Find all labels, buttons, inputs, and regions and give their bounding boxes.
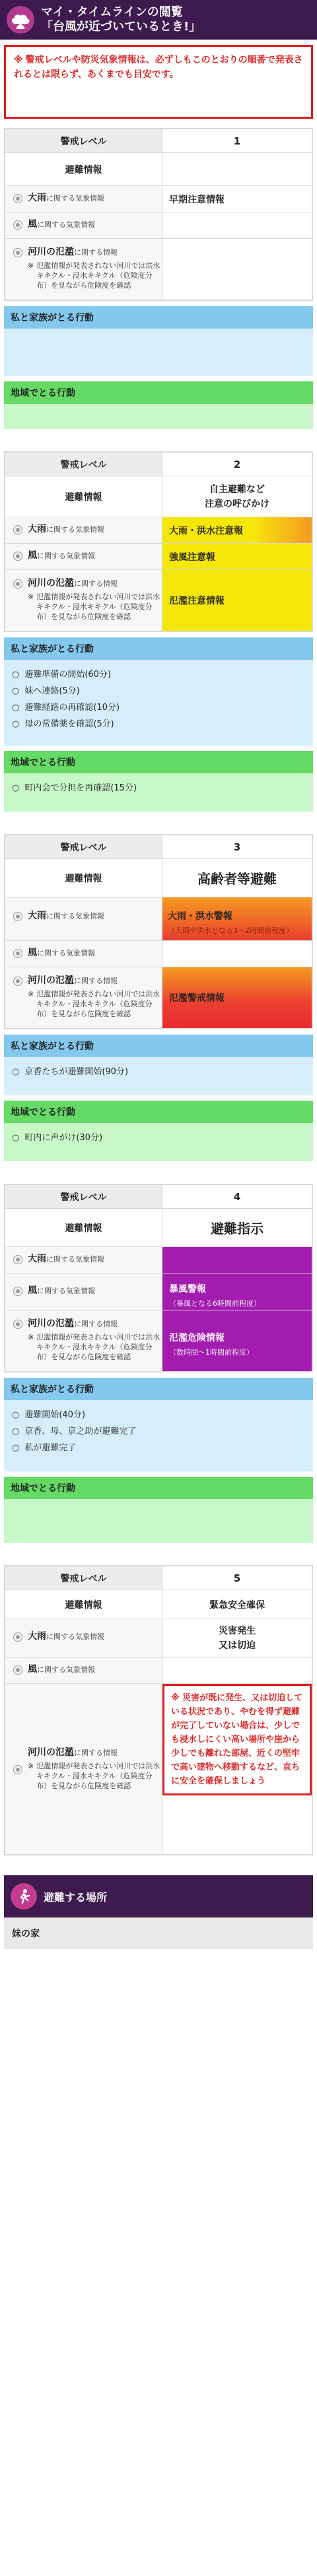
person-running-icon	[11, 1883, 37, 1910]
evac-destination-title: 避難する場所	[44, 1890, 108, 1904]
family-action-list	[4, 1057, 313, 1095]
local-action-heading: 地域でとる行動	[4, 1477, 313, 1499]
level-value: 5	[233, 1572, 241, 1584]
wind-label: 風に関する気象情報	[5, 941, 162, 967]
heavy-rain-label: 大雨に関する気象情報	[5, 1247, 162, 1273]
evac-destination-value: 妹の家	[4, 1917, 313, 1949]
river-value: 氾濫警戒情報	[162, 967, 312, 1028]
level-card-4	[4, 1184, 313, 1372]
family-action-list	[4, 1400, 313, 1471]
river-label: 河川の氾濫に関する情報 ※ 氾濫情報が発表されない河川では洪水キキクル・浸水キキクル（危険度分布）を見ながら危険度を確認	[5, 570, 162, 631]
heavy-rain-value: 大雨・洪水注意報	[162, 517, 312, 543]
list-item: ○ 避難経路の再確認(10分)	[12, 703, 120, 713]
list-item: ○ 避難開始(40分)	[12, 1410, 86, 1420]
radio-icon	[13, 579, 22, 589]
local-action-list	[4, 404, 313, 429]
level-card-2	[4, 451, 313, 632]
local-action-section	[4, 1101, 313, 1161]
local-action-heading: 地域でとる行動	[4, 751, 313, 773]
house-under-cloud-icon	[7, 6, 34, 34]
evac-info-value	[162, 153, 312, 185]
level-card-3	[4, 834, 313, 1029]
radio-icon	[13, 1632, 22, 1642]
local-action-list	[4, 773, 313, 812]
radio-icon	[13, 1287, 22, 1296]
family-action-heading: 私と家族がとる行動	[4, 1035, 313, 1057]
level-label: 警戒レベル	[5, 129, 162, 152]
radio-icon	[13, 525, 22, 534]
level-value: 1	[233, 135, 241, 147]
evac-info-label: 避難情報	[5, 1590, 162, 1619]
radio-icon	[13, 949, 22, 958]
family-action-heading: 私と家族がとる行動	[4, 637, 313, 660]
level-value: 3	[233, 841, 241, 853]
heavy-rain-value: 災害発生 又は切迫	[219, 1625, 256, 1651]
family-action-section	[4, 1035, 313, 1095]
level-card-5	[4, 1565, 313, 1855]
radio-icon	[13, 1255, 22, 1264]
heavy-rain-label: 大雨に関する気象情報	[5, 517, 162, 543]
level-label: 警戒レベル	[5, 835, 162, 858]
river-label: 河川の氾濫に関する情報 ※ 氾濫情報が発表されない河川では洪水キキクル・浸水キキクル（危険度分布）を見ながら危険度を確認	[5, 1684, 162, 1854]
wind-value: 暴風警報 （暴風となる6時間前程度）	[162, 1273, 312, 1310]
radio-icon	[13, 220, 22, 230]
emergency-note: ※ 災害が既に発生、又は切迫している状況であり、やむを得ず避難が完了していない場合は、少しでも浸水しにくい高い場所や崖から少しでも離れた部屋、近くの堅牢で高い建物へ移動するなど、直ちに安全を確保しましょう	[162, 1684, 312, 1795]
river-value	[162, 1684, 312, 1854]
evac-info-value: 高齢者等避難	[197, 871, 277, 887]
family-action-list	[4, 329, 313, 376]
radio-icon	[13, 912, 22, 921]
evac-info-label: 避難情報	[5, 476, 162, 517]
radio-icon	[13, 1665, 22, 1675]
river-value: 氾濫注意情報	[162, 570, 312, 631]
level-label: 警戒レベル	[5, 1185, 162, 1208]
local-action-section	[4, 751, 313, 812]
list-item: ○ 京香、母、京之助が避難完了	[12, 1427, 137, 1436]
heavy-rain-label: 大雨に関する気象情報	[5, 897, 162, 940]
radio-icon	[13, 194, 22, 203]
heavy-rain-value: 早期注意情報	[169, 194, 225, 205]
radio-icon	[13, 1765, 22, 1774]
list-item: ○ 妹へ連絡(5分)	[12, 686, 80, 696]
local-action-heading: 地域でとる行動	[4, 381, 313, 404]
local-action-list	[4, 1499, 313, 1543]
family-action-heading: 私と家族がとる行動	[4, 306, 313, 329]
level-value: 4	[233, 1190, 241, 1203]
heavy-rain-value: 大雨・洪水警報 （大雨や洪水となる3～2時間前程度）	[162, 897, 312, 940]
wind-label: 風に関する気象情報	[5, 212, 162, 238]
family-action-heading: 私と家族がとる行動	[4, 1378, 313, 1400]
disclaimer-box	[4, 45, 313, 119]
river-label: 河川の氾濫に関する情報 ※ 氾濫情報が発表されない河川では洪水キキクル・浸水キキクル（危険度分布）を見ながら危険度を確認	[5, 967, 162, 1028]
wind-label: 風に関する気象情報	[5, 544, 162, 569]
page-title: マイ・タイムラインの閲覧	[41, 5, 183, 19]
heavy-rain-label: 大雨に関する気象情報	[5, 1619, 162, 1657]
local-action-heading: 地域でとる行動	[4, 1101, 313, 1123]
evac-info-value: 自主避難など 注意の呼びかけ	[205, 484, 269, 509]
evac-info-label: 避難情報	[5, 1209, 162, 1246]
local-action-list	[4, 1123, 313, 1161]
river-label: 河川の氾濫に関する情報 ※ 氾濫情報が発表されない河川では洪水キキクル・浸水キキクル（危険度分布）を見ながら危険度を確認	[5, 239, 162, 300]
evac-info-value: 緊急安全確保	[209, 1599, 265, 1611]
radio-icon	[13, 248, 22, 257]
river-value: 氾濫危険情報 （数時間〜1時間前程度）	[162, 1310, 312, 1371]
radio-icon	[13, 977, 22, 986]
wind-value: 強風注意報	[162, 544, 312, 569]
heavy-rain-value	[162, 1247, 312, 1273]
list-item: ○ 京香たちが避難開始(90分)	[12, 1067, 129, 1077]
family-action-list	[4, 660, 313, 746]
river-label: 河川の氾濫に関する情報 ※ 氾濫情報が発表されない河川では洪水キキクル・浸水キキクル（危険度分布）を見ながら危険度を確認	[5, 1310, 162, 1371]
family-action-section	[4, 306, 313, 376]
list-item: ○ 避難準備の開始(60分)	[12, 670, 112, 680]
evac-info-label: 避難情報	[5, 859, 162, 897]
disclaimer-mark: ※	[14, 55, 23, 65]
evac-destination-header	[4, 1875, 313, 1917]
wind-value	[162, 941, 312, 967]
wind-value	[162, 1658, 312, 1683]
list-item: ○ 母の常備薬を確認(5分)	[12, 719, 114, 729]
evac-info-value: 避難指示	[211, 1221, 264, 1237]
page-subtitle: 「台風が近づいているとき!」	[41, 20, 201, 34]
wind-label: 風に関する気象情報	[5, 1658, 162, 1683]
list-item: ○ 町内会で分担を再確認(15分)	[12, 783, 137, 793]
family-action-section	[4, 1378, 313, 1471]
wind-value	[162, 212, 312, 238]
radio-icon	[13, 1320, 22, 1329]
level-label: 警戒レベル	[5, 1566, 162, 1590]
level-card-1	[4, 128, 313, 301]
river-value	[162, 239, 312, 300]
local-action-section	[4, 1477, 313, 1543]
level-label: 警戒レベル	[5, 453, 162, 476]
disclaimer-text: 警戒レベルや防災気象情報は、必ずしもこのとおりの順番で発表されるとは限らず、あくまでも目安です。	[14, 55, 303, 80]
family-action-section	[4, 637, 313, 746]
list-item: ○ 私が避難完了	[12, 1443, 77, 1453]
wind-label: 風に関する気象情報	[5, 1273, 162, 1310]
list-item: ○ 町内に声がけ(30分)	[12, 1133, 103, 1143]
app-header	[0, 0, 317, 40]
evac-info-label: 避難情報	[5, 153, 162, 185]
local-action-section	[4, 381, 313, 429]
radio-icon	[13, 552, 22, 561]
level-value: 2	[233, 458, 241, 470]
heavy-rain-label: 大雨に関する気象情報	[5, 186, 162, 212]
